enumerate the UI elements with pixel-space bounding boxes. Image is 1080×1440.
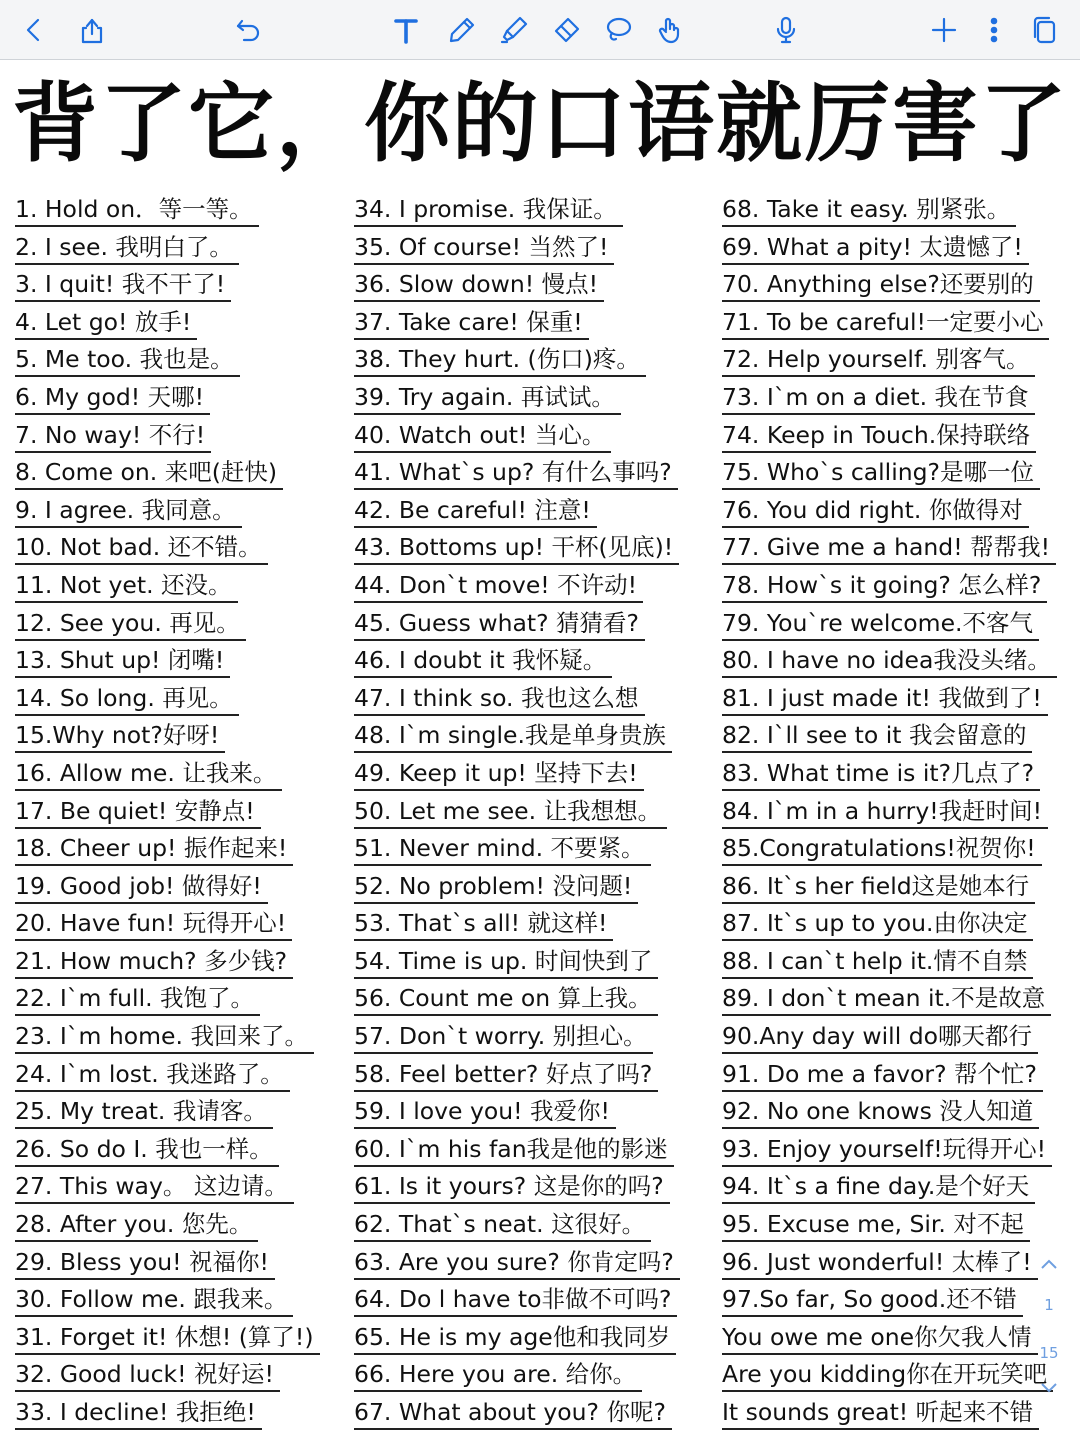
- column-3: [722, 192, 1067, 1433]
- phrase-item: [354, 267, 714, 305]
- phrase-text: 23. I`m home. 我回来了。: [15, 1021, 314, 1054]
- phrase-text: 81. I just made it! 我做到了!: [722, 683, 1048, 716]
- phrase-item: [15, 1320, 345, 1358]
- phrase-item: [354, 380, 714, 418]
- phrase-text: 83. What time is it?几点了?: [722, 758, 1040, 791]
- phrase-text: 14. So long. 再见。: [15, 683, 239, 716]
- phrase-text: 2. I see. 我明白了。: [15, 232, 239, 265]
- phrase-text: 40. Watch out! 当心。: [354, 420, 611, 453]
- phrase-text: 10. Not bad. 还不错。: [15, 532, 268, 565]
- phrase-text: 75. Who`s calling?是哪一位: [722, 457, 1040, 490]
- phrase-text: 87. It`s up to you.由你决定: [722, 908, 1033, 941]
- share-icon[interactable]: [70, 0, 114, 60]
- phrase-text: 20. Have fun! 玩得开心!: [15, 908, 292, 941]
- phrase-text: 43. Bottoms up! 干杯(见底)!: [354, 532, 679, 565]
- phrase-text: 56. Count me on 算上我。: [354, 983, 658, 1016]
- phrase-item: [354, 418, 714, 456]
- phrase-item: [722, 1019, 1067, 1057]
- phrase-text: 91. Do me a favor? 帮个忙?: [722, 1059, 1043, 1092]
- pencil-icon[interactable]: [440, 0, 484, 60]
- phrase-text: 69. What a pity! 太遗憾了!: [722, 232, 1029, 265]
- phrase-item: [722, 1245, 1067, 1283]
- phrase-item: [15, 831, 345, 869]
- text-tool-icon[interactable]: [384, 0, 428, 60]
- phrase-item: [15, 1395, 345, 1433]
- phrase-text: 29. Bless you! 祝福你!: [15, 1247, 275, 1280]
- phrase-text: 16. Allow me. 让我来。: [15, 758, 282, 791]
- phrase-text: 82. I`ll see to it 我会留意的: [722, 720, 1032, 753]
- phrase-item: [354, 455, 714, 493]
- phrase-text: 77. Give me a hand! 帮帮我!: [722, 532, 1056, 565]
- phrase-text: 37. Take care! 保重!: [354, 307, 589, 340]
- phrase-text: 95. Excuse me, Sir. 对不起: [722, 1209, 1030, 1242]
- phrase-item: [354, 1057, 714, 1095]
- phrase-item: [15, 643, 345, 681]
- phrase-item: [15, 1169, 345, 1207]
- phrase-item: [722, 1282, 1067, 1320]
- phrase-item: [722, 869, 1067, 907]
- phrase-text: 70. Anything else?还要别的: [722, 269, 1040, 302]
- phrase-item: [15, 1132, 345, 1170]
- phrase-item: [354, 756, 714, 794]
- phrase-text: 78. How`s it going? 怎么样?: [722, 570, 1047, 603]
- phrase-text: 47. I think so. 我也这么想: [354, 683, 645, 716]
- phrase-item: [354, 906, 714, 944]
- phrase-item: [15, 981, 345, 1019]
- phrase-item: [354, 1245, 714, 1283]
- phrase-item: [15, 606, 345, 644]
- phrase-text: 79. You`re welcome.不客气: [722, 608, 1039, 641]
- phrase-item: [354, 681, 714, 719]
- phrase-item: [722, 230, 1067, 268]
- document-page: [0, 61, 1080, 1440]
- eraser-icon[interactable]: [544, 0, 588, 60]
- phrase-item: [722, 305, 1067, 343]
- phrase-text: 4. Let go! 放手!: [15, 307, 197, 340]
- phrase-item: [354, 230, 714, 268]
- phrase-text: 7. No way! 不行!: [15, 420, 211, 453]
- phrase-text: 73. I`m on a diet. 我在节食: [722, 382, 1035, 415]
- phrase-item: [722, 1320, 1067, 1358]
- phrase-text: 63. Are you sure? 你肯定吗?: [354, 1247, 680, 1280]
- phrase-item: [354, 981, 714, 1019]
- phrase-item: [15, 493, 345, 531]
- phrase-text: 34. I promise. 我保证。: [354, 194, 623, 227]
- phrase-item: [354, 718, 714, 756]
- phrase-text: 64. Do l have to非做不可吗?: [354, 1284, 677, 1317]
- phrase-text: 50. Let me see. 让我想想。: [354, 796, 667, 829]
- phrase-text: 80. I have no idea我没头绪。: [722, 645, 1057, 678]
- phrase-text: 13. Shut up! 闭嘴!: [15, 645, 230, 678]
- phrase-text: 22. I`m full. 我饱了。: [15, 983, 260, 1016]
- phrase-text: 54. Time is up. 时间快到了: [354, 946, 658, 979]
- phrase-text: 1. Hold on．等一等。: [15, 194, 259, 227]
- phrase-text: You owe me one你欠我人情: [722, 1322, 1038, 1355]
- phrase-item: [15, 944, 345, 982]
- page-title: 背了它，你的口语就厉害了: [12, 74, 1068, 174]
- touch-hand-icon[interactable]: [648, 0, 692, 60]
- phrase-item: [722, 1357, 1067, 1395]
- phrase-item: [354, 831, 714, 869]
- phrase-item: [722, 342, 1067, 380]
- phrase-text: 26. So do I. 我也一样。: [15, 1134, 279, 1167]
- phrase-text: 92. No one knows 没人知道: [722, 1096, 1039, 1129]
- phrase-item: [354, 1094, 714, 1132]
- phrase-item: [15, 192, 345, 230]
- phrase-item: [15, 906, 345, 944]
- phrase-item: [722, 794, 1067, 832]
- phrase-item: [15, 380, 345, 418]
- chevron-up-icon[interactable]: [1038, 1254, 1060, 1276]
- phrase-text: 52. No problem! 没问题!: [354, 871, 638, 904]
- chevron-down-icon[interactable]: [1038, 1376, 1060, 1398]
- phrase-item: [15, 756, 345, 794]
- phrase-item: [722, 568, 1067, 606]
- phrase-text: Are you kidding你在开玩笑吧: [722, 1359, 1053, 1392]
- undo-icon[interactable]: [226, 0, 270, 60]
- phrase-item: [15, 681, 345, 719]
- phrase-text: 93. Enjoy yourself!玩得开心!: [722, 1134, 1052, 1167]
- phrase-item: [15, 1207, 345, 1245]
- phrase-text: 8. Come on. 来吧(赶快): [15, 457, 283, 490]
- phrase-item: [15, 305, 345, 343]
- phrase-text: 24. I`m lost. 我迷路了。: [15, 1059, 290, 1092]
- phrase-item: [722, 681, 1067, 719]
- phrase-text: 76. You did right. 你做得对: [722, 495, 1029, 528]
- phrase-text: 48. I`m single.我是单身贵族: [354, 720, 672, 753]
- phrase-text: 96. Just wonderful! 太棒了!: [722, 1247, 1038, 1280]
- phrase-text: 46. I doubt it 我怀疑。: [354, 645, 612, 678]
- phrase-text: 97.So far, So good.还不错: [722, 1284, 1023, 1317]
- total-pages-number: 15: [1039, 1344, 1059, 1362]
- phrase-item: [722, 1169, 1067, 1207]
- phrase-item: [354, 342, 714, 380]
- phrase-item: [722, 606, 1067, 644]
- phrase-item: [722, 1395, 1067, 1433]
- phrase-text: 39. Try again. 再试试。: [354, 382, 621, 415]
- pages-icon[interactable]: [1022, 0, 1066, 60]
- phrase-text: 28. After you. 您先。: [15, 1209, 258, 1242]
- phrase-item: [354, 493, 714, 531]
- phrase-text: 11. Not yet. 还没。: [15, 570, 238, 603]
- phrase-item: [15, 1094, 345, 1132]
- phrase-item: [354, 1282, 714, 1320]
- phrase-text: 35. Of course! 当然了!: [354, 232, 614, 265]
- phrase-item: [354, 1395, 714, 1433]
- phrase-text: 74. Keep in Touch.保持联络: [722, 420, 1036, 453]
- phrase-item: [722, 643, 1067, 681]
- phrase-item: [722, 831, 1067, 869]
- phrase-item: [722, 493, 1067, 531]
- phrase-text: 21. How much? 多少钱?: [15, 946, 293, 979]
- phrase-text: 88. I can`t help it.情不自禁: [722, 946, 1033, 979]
- chevron-left-icon[interactable]: [12, 0, 56, 60]
- phrase-item: [354, 643, 714, 681]
- phrase-text: 41. What`s up? 有什么事吗?: [354, 457, 678, 490]
- phrase-item: [15, 230, 345, 268]
- phrase-text: 68. Take it easy. 别紧张。: [722, 194, 1016, 227]
- phrase-text: 42. Be careful! 注意!: [354, 495, 597, 528]
- phrase-text: 66. Here you are. 给你。: [354, 1359, 642, 1392]
- phrase-item: [15, 1057, 345, 1095]
- lasso-icon[interactable]: [596, 0, 640, 60]
- phrase-text: 60. I`m his fan我是他的影迷: [354, 1134, 674, 1167]
- phrase-text: 45. Guess what? 猜猜看?: [354, 608, 645, 641]
- phrase-text: 36. Slow down! 慢点!: [354, 269, 604, 302]
- microphone-icon[interactable]: [764, 0, 808, 60]
- phrase-text: 44. Don`t move! 不许动!: [354, 570, 643, 603]
- phrase-text: 53. That`s all! 就这样!: [354, 908, 613, 941]
- plus-icon[interactable]: [922, 0, 966, 60]
- phrase-item: [354, 1320, 714, 1358]
- phrase-item: [15, 718, 345, 756]
- phrase-item: [15, 869, 345, 907]
- phrase-text: 67. What about you? 你呢?: [354, 1397, 672, 1430]
- phrase-item: [15, 568, 345, 606]
- phrase-item: [722, 1207, 1067, 1245]
- phrase-text: 57. Don`t worry. 别担心。: [354, 1021, 653, 1054]
- page-scroller[interactable]: [1034, 1246, 1064, 1406]
- phrase-text: 51. Never mind. 不要紧。: [354, 833, 651, 866]
- phrase-item: [354, 1207, 714, 1245]
- phrase-text: 9. I agree. 我同意。: [15, 495, 242, 528]
- phrase-text: 31. Forget it! 休想! (算了!): [15, 1322, 320, 1355]
- phrase-item: [722, 530, 1067, 568]
- phrase-text: 15.Why not?好呀!: [15, 720, 225, 753]
- phrase-text: 89. I don`t mean it.不是故意: [722, 983, 1051, 1016]
- phrase-text: 32. Good luck! 祝好运!: [15, 1359, 280, 1392]
- phrase-item: [15, 530, 345, 568]
- phrase-item: [722, 756, 1067, 794]
- phrase-text: 61. Is it yours? 这是你的吗?: [354, 1171, 670, 1204]
- phrase-item: [722, 380, 1067, 418]
- phrase-text: 85.Congratulations!祝贺你!: [722, 833, 1042, 866]
- phrase-item: [722, 718, 1067, 756]
- phrase-text: 65. He is my age他和我同岁: [354, 1322, 676, 1355]
- more-vertical-icon[interactable]: [972, 0, 1016, 60]
- phrase-text: 94. It`s a fine day.是个好天: [722, 1171, 1035, 1204]
- toolbar: [0, 0, 1080, 60]
- phrase-text: 71. To be careful!一定要小心: [722, 307, 1049, 340]
- phrase-item: [15, 455, 345, 493]
- phrase-item: [15, 1357, 345, 1395]
- phrase-text: 59. I love you! 我爱你!: [354, 1096, 616, 1129]
- phrase-text: 5. Me too. 我也是。: [15, 344, 240, 377]
- phrase-text: 3. I quit! 我不干了!: [15, 269, 231, 302]
- phrase-item: [15, 267, 345, 305]
- phrase-item: [354, 944, 714, 982]
- phrase-item: [15, 342, 345, 380]
- phrase-text: 49. Keep it up! 坚持下去!: [354, 758, 644, 791]
- phrase-text: 30. Follow me. 跟我来。: [15, 1284, 293, 1317]
- phrase-item: [15, 1245, 345, 1283]
- phrase-item: [354, 606, 714, 644]
- phrase-item: [354, 530, 714, 568]
- phrase-item: [354, 869, 714, 907]
- phrase-text: 62. That`s neat. 这很好。: [354, 1209, 651, 1242]
- highlighter-icon[interactable]: [492, 0, 536, 60]
- phrase-item: [722, 192, 1067, 230]
- phrase-text: 19. Good job! 做得好!: [15, 871, 268, 904]
- phrase-text: 17. Be quiet! 安静点!: [15, 796, 261, 829]
- phrase-item: [15, 794, 345, 832]
- phrase-text: 84. I`m in a hurry!我赶时间!: [722, 796, 1048, 829]
- phrase-text: 38. They hurt. (伤口)疼。: [354, 344, 646, 377]
- phrase-item: [722, 1094, 1067, 1132]
- phrase-text: 90.Any day will do哪天都行: [722, 1021, 1038, 1054]
- phrase-item: [354, 1169, 714, 1207]
- phrase-text: It sounds great! 听起来不错: [722, 1397, 1039, 1430]
- phrase-item: [354, 1019, 714, 1057]
- phrase-item: [722, 981, 1067, 1019]
- phrase-item: [722, 455, 1067, 493]
- phrase-text: 27. This way。 这边请。: [15, 1171, 294, 1204]
- phrase-text: 18. Cheer up! 振作起来!: [15, 833, 293, 866]
- column-2: [354, 192, 714, 1433]
- phrase-item: [354, 305, 714, 343]
- phrase-text: 86. It`s her field这是她本行: [722, 871, 1035, 904]
- phrase-text: 25. My treat. 我请客。: [15, 1096, 273, 1129]
- phrase-item: [15, 1282, 345, 1320]
- phrase-item: [354, 192, 714, 230]
- current-page-number: 1: [1044, 1296, 1054, 1314]
- phrase-item: [722, 1132, 1067, 1170]
- phrase-item: [354, 1357, 714, 1395]
- phrase-item: [722, 267, 1067, 305]
- phrase-item: [722, 1057, 1067, 1095]
- phrase-item: [722, 906, 1067, 944]
- phrase-text: 6. My god! 天哪!: [15, 382, 210, 415]
- phrase-item: [354, 1132, 714, 1170]
- phrase-item: [722, 944, 1067, 982]
- phrase-text: 12. See you. 再见。: [15, 608, 246, 641]
- phrase-text: 72. Help yourself. 别客气。: [722, 344, 1035, 377]
- phrase-item: [354, 794, 714, 832]
- phrase-item: [15, 1019, 345, 1057]
- phrase-item: [722, 418, 1067, 456]
- phrase-item: [15, 418, 345, 456]
- phrase-text: 33. I decline! 我拒绝!: [15, 1397, 262, 1430]
- phrase-text: 58. Feel better? 好点了吗?: [354, 1059, 658, 1092]
- column-1: [15, 192, 345, 1433]
- phrase-item: [354, 568, 714, 606]
